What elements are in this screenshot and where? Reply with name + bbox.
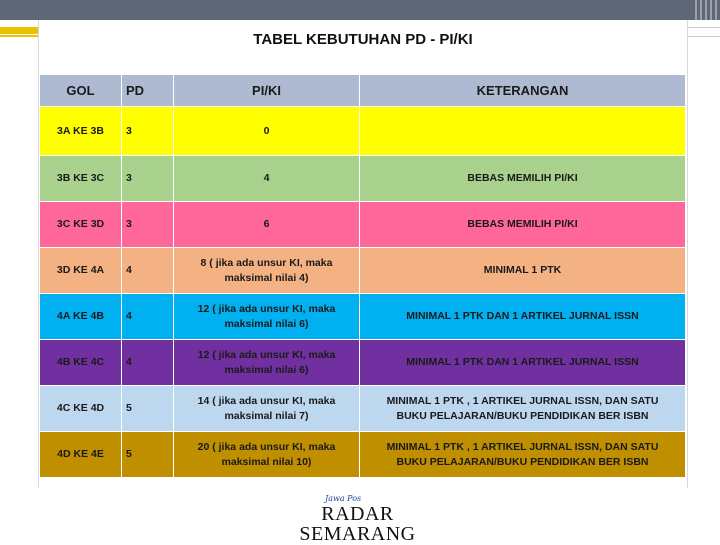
table-row (40, 432, 686, 478)
cell-keterangan (360, 202, 686, 248)
cell-gol (40, 432, 122, 478)
table-row (40, 340, 686, 386)
piki-line-2: maksimal nilai 10) (221, 455, 312, 468)
requirements-table (39, 74, 686, 478)
right-accent-box (685, 27, 720, 37)
table-row (40, 156, 686, 202)
cell-keterangan (360, 432, 686, 478)
cell-gol (40, 202, 122, 248)
keterangan-value: MINIMAL 1 PTK (483, 264, 562, 276)
cell-keterangan (360, 156, 686, 202)
table-row (40, 294, 686, 340)
pd-value: 5 (126, 448, 132, 460)
radar-semarang-logo (265, 494, 450, 545)
keterangan-value: BEBAS MEMILIH PI/KI (467, 172, 578, 184)
pd-value: 3 (126, 172, 132, 184)
cell-gol (40, 386, 122, 432)
table-row (40, 248, 686, 294)
piki-line-1: 12 ( jika ada unsur KI, maka (197, 302, 336, 315)
table-header-row (40, 75, 686, 107)
keterangan-value: MINIMAL 1 PTK DAN 1 ARTIKEL JURNAL ISSN (406, 310, 639, 322)
gol-value: 4D KE 4E (57, 448, 104, 460)
gol-value: 3D KE 4A (56, 264, 105, 276)
cell-pd (122, 202, 174, 248)
piki-value: 6 (263, 218, 270, 230)
keterangan-line-1: MINIMAL 1 PTK , 1 ARTIKEL JURNAL ISSN, DAN SATU (386, 440, 659, 453)
pd-value: 3 (126, 218, 132, 230)
gol-value: 4A KE 4B (57, 310, 104, 322)
top-band-stripes (692, 0, 720, 20)
cell-piki (174, 248, 360, 294)
piki-line-1: 12 ( jika ada unsur KI, maka (197, 348, 336, 361)
logo-jawa-pos: Jawa Pos (325, 494, 362, 503)
left-accent-line (0, 35, 38, 37)
piki-line-1: 20 ( jika ada unsur KI, maka (197, 440, 336, 453)
table-row (40, 107, 686, 156)
cell-keterangan (360, 340, 686, 386)
cell-piki (174, 340, 360, 386)
cell-pd (122, 340, 174, 386)
pd-value: 4 (126, 264, 132, 276)
cell-gol (40, 107, 122, 156)
piki-value: 0 (263, 124, 270, 137)
cell-gol (40, 294, 122, 340)
keterangan-line-1: MINIMAL 1 PTK , 1 ARTIKEL JURNAL ISSN, DAN SATU (386, 394, 659, 407)
piki-line-2: maksimal nilai 7) (224, 409, 309, 422)
keterangan-line-2: BUKU PELAJARAN/BUKU PENDIDIKAN BER ISBN (396, 455, 649, 468)
gol-value: 3A KE 3B (57, 124, 104, 137)
pd-value: 3 (126, 124, 132, 137)
pd-value: 5 (126, 402, 132, 414)
cell-piki (174, 156, 360, 202)
gol-value: 3C KE 3D (56, 218, 105, 230)
cell-keterangan (360, 107, 686, 156)
piki-line-1: 8 ( jika ada unsur KI, maka (200, 256, 333, 269)
pd-value: 4 (126, 310, 132, 322)
cell-pd (122, 432, 174, 478)
keterangan-value: BEBAS MEMILIH PI/KI (467, 218, 578, 230)
cell-keterangan (360, 386, 686, 432)
piki-line-2: maksimal nilai 6) (224, 317, 309, 330)
cell-piki (174, 386, 360, 432)
logo-radar-semarang: RADAR SEMARANG (299, 503, 416, 545)
cell-piki (174, 294, 360, 340)
gol-value: 3B KE 3C (56, 172, 105, 184)
slide-top-band (0, 0, 720, 20)
left-accent-bar (0, 27, 38, 34)
cell-gol (40, 248, 122, 294)
cell-pd (122, 107, 174, 156)
cell-keterangan (360, 294, 686, 340)
piki-line-1: 14 ( jika ada unsur KI, maka (197, 394, 336, 407)
cell-pd (122, 294, 174, 340)
header-keterangan: KETERANGAN (360, 75, 686, 107)
cell-piki (174, 202, 360, 248)
cell-pd (122, 156, 174, 202)
cell-piki (174, 107, 360, 156)
table-title: TABEL KEBUTUHAN PD - PI/KI (253, 31, 473, 48)
table-row (40, 386, 686, 432)
keterangan-value: MINIMAL 1 PTK DAN 1 ARTIKEL JURNAL ISSN (406, 356, 639, 368)
gol-value: 4C KE 4D (56, 402, 105, 414)
keterangan-line-2: BUKU PELAJARAN/BUKU PENDIDIKAN BER ISBN (396, 409, 649, 422)
header-piki: PI/KI (174, 75, 360, 107)
piki-line-2: maksimal nilai 4) (224, 271, 309, 284)
cell-gol (40, 156, 122, 202)
cell-pd (122, 248, 174, 294)
pd-value: 4 (126, 356, 132, 368)
gol-value: 4B KE 4C (56, 356, 105, 368)
cell-piki (174, 432, 360, 478)
piki-value: 4 (263, 172, 270, 184)
cell-keterangan (360, 248, 686, 294)
table-row (40, 202, 686, 248)
header-pd: PD (122, 75, 174, 107)
spreadsheet-image (38, 20, 688, 488)
cell-pd (122, 386, 174, 432)
cell-gol (40, 340, 122, 386)
piki-line-2: maksimal nilai 6) (224, 363, 309, 376)
header-gol: GOL (40, 75, 122, 107)
